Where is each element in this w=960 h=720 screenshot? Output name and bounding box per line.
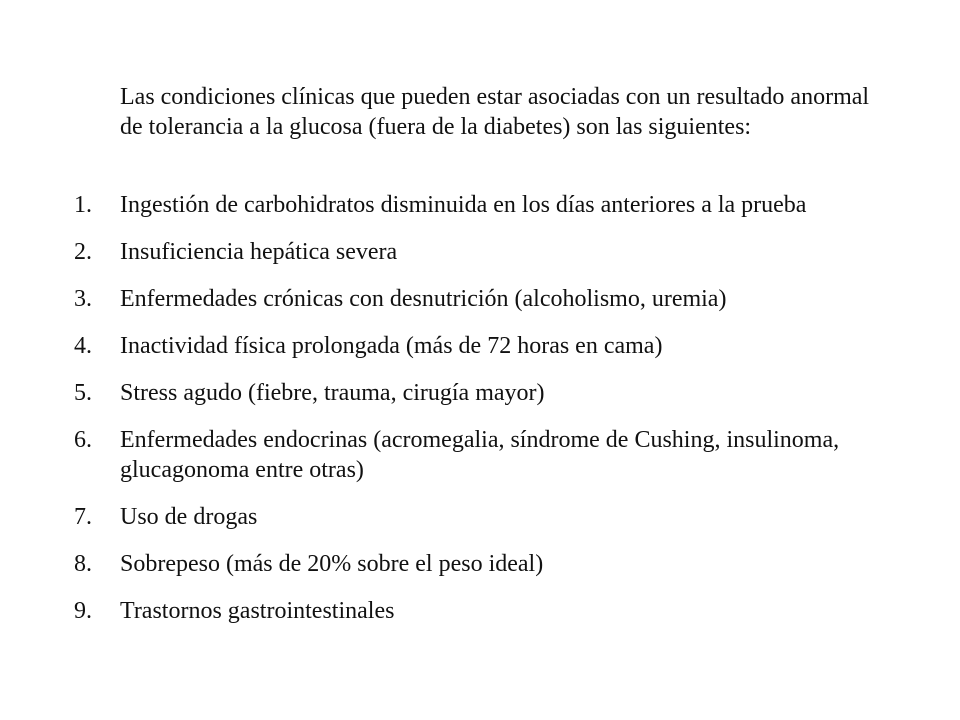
item-text: Enfermedades endocrinas (acromegalia, síndrome de Cushing, insulinoma, glucagonoma entre otras): [120, 427, 840, 483]
list-item: [74, 425, 904, 485]
list-item: [74, 549, 904, 579]
item-number: 8.: [74, 551, 92, 577]
list-item: [74, 596, 904, 626]
item-number: 1.: [74, 192, 92, 218]
item-text: Inactividad física prolongada (más de 72 horas en cama): [120, 333, 663, 359]
item-text: Enfermedades crónicas con desnutrición (alcoholismo, uremia): [120, 286, 727, 312]
item-number: 2.: [74, 239, 92, 265]
item-number: 7.: [74, 504, 92, 530]
item-number: 5.: [74, 380, 92, 406]
intro-paragraph: Las condiciones clínicas que pueden estar asociadas con un resultado anormal de tolerancia a la glucosa (fuera de la diabetes) son las siguientes:: [120, 84, 870, 140]
item-text: Sobrepeso (más de 20% sobre el peso ideal): [120, 551, 544, 577]
list-item: [74, 378, 904, 408]
item-text: Uso de drogas: [120, 504, 258, 530]
item-number: 4.: [74, 333, 92, 359]
item-text: Stress agudo (fiebre, trauma, cirugía mayor): [120, 380, 545, 406]
item-number: 6.: [74, 427, 92, 453]
list-item: [74, 284, 904, 314]
list-item: [74, 237, 904, 267]
item-number: 3.: [74, 286, 92, 312]
list-item: [74, 190, 904, 220]
item-number: 9.: [74, 598, 92, 624]
item-text: Trastornos gastrointestinales: [120, 598, 395, 624]
item-text: Insuficiencia hepática severa: [120, 239, 398, 265]
list-item: [74, 331, 904, 361]
conditions-list: [74, 190, 904, 643]
item-text: Ingestión de carbohidratos disminuida en los días anteriores a la prueba: [120, 192, 807, 218]
list-item: [74, 502, 904, 532]
